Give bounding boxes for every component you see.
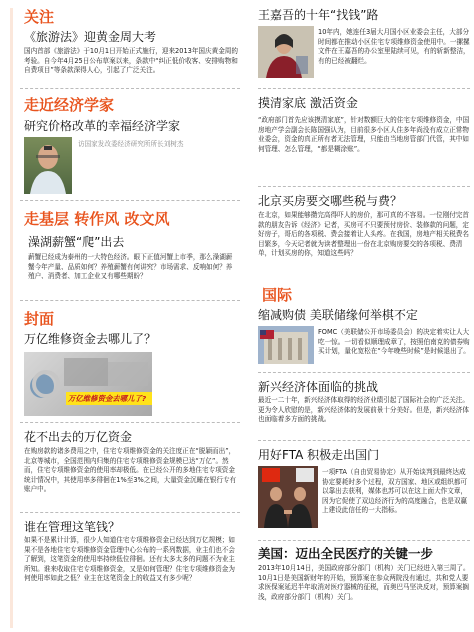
article-title-assets[interactable]: 摸清家底 激活资金 [258,96,358,110]
article-title-fed[interactable]: 缩减购债 美联储缘何举棋不定 [258,308,418,322]
cover-banner-image [24,352,152,416]
article-title-who-manages[interactable]: 谁在管理这笔钱？ [24,520,121,534]
economist-caption: 访国家发改委经济研究所所长刘树杰 [78,140,184,148]
divider [258,186,470,187]
fta-signing-image [258,466,318,528]
economist-portrait-image [24,137,72,194]
article-title-beijing-tax[interactable]: 北京买房要交哪些税与费？ [258,194,403,208]
section-label-grassroots: 走基层 转作风 改文风 [24,210,170,228]
article-summary-fed: FOMC（美联储公开市场委员会）的决定着实让人大吃一惊。一切看似顺理成章了，按照伯南克的债券购买计划，量化宽松在“今年晚些时候”是时候退出了。 [318,328,470,356]
divider [20,200,240,201]
section-label-international: 国际 [262,286,293,304]
section-label-economists: 走近经济学家 [24,96,115,114]
article-summary-ten-years: 10年内，她连任3届大月国小区业委会主任，大部分时间都在推动小区住宅专项维修资金使用中。一摞摞文件在王嘉吾的办公室里陆续可见，有的斩新整洁，有的已经被翻烂。 [318,28,470,65]
divider [20,88,240,89]
section-label-cover: 封面 [24,310,55,328]
article-title-economist[interactable]: 研究价格改革的幸福经济学家 [24,119,181,133]
woman-portrait-image [258,26,314,78]
article-title-cover[interactable]: 万亿维修资金去哪儿了？ [24,332,157,346]
divider [258,88,470,89]
divider [258,440,470,441]
article-summary-assets: “政府部门首先应该摸清家底”，针对数额巨大的住宅专项维修资金，中国房地产学会副会长陈国强认为，目前很多小区人住多年尚没有成立正常物业委会，资金的真正所有者无法管理，只能由当地房管部门代管，其中如何管理、怎么管理，“都是糊涂账”。 [258,116,470,153]
article-title-emerging[interactable]: 新兴经济体面临的挑战 [258,380,379,394]
article-summary-idle-funds: 在购房款的诸多费用之中，住宅专项维修资金的关注度正在“脱颖而出”，北京等城市，全国范围内归集的住宅专项维修资金规模已达“万亿”。然而，住宅专项维修资金的使用率却极低。在已经公开的多地住宅专项资金统计情况中，其使用率多徘徊在1%至3%之间，大量资金沉睡在银行专有账户中。 [24,447,237,494]
divider [20,300,240,301]
article-title-us-healthcare[interactable]: 美国：迈出全民医疗的关键一步 [258,546,434,561]
article-title-ten-years[interactable]: 王嘉吾的十年“找钱”路 [258,8,379,22]
article-summary-emerging: 最近一二十年，新兴经济体取得的经济业绩引起了国际社会的广泛关注。更为令人欣慰的是，新兴经济体的发展前景十分美好。但是，新兴经济体也面临着多方面的挑战。 [258,396,469,424]
section-label-focus: 关注 [24,8,55,26]
divider [20,512,240,513]
divider [258,372,470,373]
article-summary-crab: 薪蟹已经成为泰州的一大特色经济。眼下正值河蟹上市季，那么澡湖薪蟹今年产量、品质如何？养殖薪蟹有何讲究？市场需求、反响如何？养殖户、消费者、加工企业又有哪些期盼？ [28,253,233,281]
article-title-tourism-law[interactable]: 《旅游法》迎黄金周大考 [24,30,157,44]
article-title-fta[interactable]: 用好FTA 积极走出国门 [258,448,380,462]
article-title-crab[interactable]: 澡湖薪蟹“爬”出去 [28,235,125,249]
cover-banner-text: 万亿维修资金去哪儿了? [66,392,152,405]
article-title-idle-funds[interactable]: 花不出去的万亿资金 [24,430,133,444]
divider [20,422,240,423]
article-summary-tourism-law: 国内首部《旅游法》于10月1日开始正式施行，迎来2013年国庆黄金周的考验。自今年4月25日公布草案以来，条款中“纠正低价收客、安排购物和自费项目”等条款深得人心，引起了广泛关注。 [24,47,238,75]
article-summary-beijing-tax: 在北京，如果能够攒完高得吓人的房价，那可真的不容易。一位刚付完首款的朋友告诉《经济》记者，买房可不只要预付房价、装修款的问题，定好房子，哥后的各项税、费会接着让人头疼。在我国，房地产相关税费名目繁多，今天记者就为读者整理出一份在北京购房要交的各项税、费清单，计划买房的你，知道这些吗？ [258,211,469,258]
fed-building-image [258,326,314,364]
article-summary-us-healthcare: 2013年10月14日，美国政府部分部门（机构）关门已经进入第三周了。10月1日是美国新财年的开始，预算案在参众两院没有通过，共和党人要求医保案延迟半年取消对医疗器械的征税，而奥巴马坚决反对，预算案搁浅，政府部分部门（机构）关门。 [258,564,470,601]
article-summary-who-manages: 如果不是累计计算，很少人知道住宅专项维修资金已经达到万亿规模；如果不是各地住宅专项维修资金管理中心公布的一系列数据，业主们也不会了解到，这笔资金的使用率持续低位徘徊。还有太多太多的问题不为业主所知。谁来收取住宅专项维修资金，又是如何管理？住宅专项维修资金为何使用率如此之低？业主在这笔资金上的收益又有多少呢？ [24,536,235,583]
article-summary-fta: 一项FTA（自由贸易协定）从开始谈判到最终达成协定要耗时多个过程，双方国家、地区或组织都可以靠出去获利，媒体也苏可以在这上面大作文章，因为它促使了双边经济行为的高度融合，也是双赢上建设此信任的一大指标。 [322,468,468,515]
divider [258,540,470,541]
left-margin-stripe [10,8,13,628]
